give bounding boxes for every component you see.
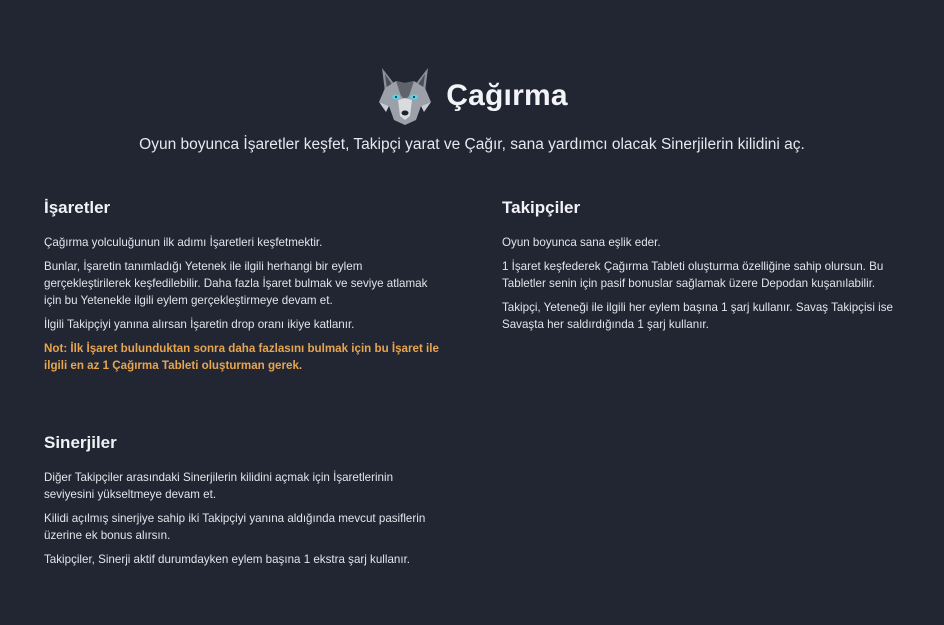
section-paragraph: Takipçiler, Sinerji aktif durumdayken eylem başına 1 ekstra şarj kullanır. bbox=[44, 553, 411, 566]
section-paragraph: Çağırma yolculuğunun ilk adımı İşaretleri keşfetmektir. bbox=[44, 236, 323, 249]
section-paragraph: Takipçi, Yeteneği ile ilgili her eylem başına 1 şarj kullanır. Savaş Takipçisi ise Savaşta her saldırdığında 1 şarj kullanır. bbox=[502, 301, 893, 331]
section-paragraph: 1 İşaret keşfederek Çağırma Tableti oluşturma özelliğine sahip olursun. Bu Tabletler senin için pasif bonuslar sağlamak üzere Depodan kuşanılabilir. bbox=[502, 260, 884, 290]
note-text: Not: İlk İşaret bulunduktan sonra daha fazlasını bulmak için bu İşaret ile ilgili en az 1 Çağırma Tableti oluşturman gerek. bbox=[44, 342, 439, 372]
wolf-icon bbox=[376, 66, 434, 126]
page-subtitle: Oyun boyunca İşaretler keşfet, Takipçi yarat ve Çağır, sana yardımcı olacak Sinerjilerin kilidini aç. bbox=[139, 136, 805, 153]
section-heading: Takipçiler bbox=[502, 198, 581, 217]
section-paragraph: Oyun boyunca sana eşlik eder. bbox=[502, 236, 661, 249]
section-paragraph: İlgili Takipçiyi yanına alırsan İşaretin drop oranı ikiye katlanır. bbox=[44, 318, 355, 331]
page-title: Çağırma bbox=[446, 79, 568, 112]
section-heading: Sinerjiler bbox=[44, 433, 117, 452]
section-paragraph: Diğer Takipçiler arasındaki Sinerjilerin kilidini açmak için İşaretlerinin seviyesini yükseltmeye devam et. bbox=[44, 471, 394, 501]
section-paragraph: Kilidi açılmış sinerjiye sahip iki Takipçiyi yanına aldığında mevcut pasiflerin üzerine ek bonus alırsın. bbox=[44, 512, 426, 542]
section-isaretler bbox=[44, 198, 444, 381]
page-header bbox=[0, 66, 944, 126]
section-sinerjiler bbox=[44, 433, 444, 575]
section-paragraph: Bunlar, İşaretin tanımladığı Yetenek ile ilgili herhangi bir eylem gerçekleştirilerek keşfedilebilir. Daha fazla İşaret bulmak ve seviye atlamak için bu Yetenekle ilgili eylem gerçekleştirmeye devam et. bbox=[44, 260, 428, 307]
section-takipciler bbox=[502, 198, 902, 340]
section-heading: İşaretler bbox=[44, 198, 111, 217]
